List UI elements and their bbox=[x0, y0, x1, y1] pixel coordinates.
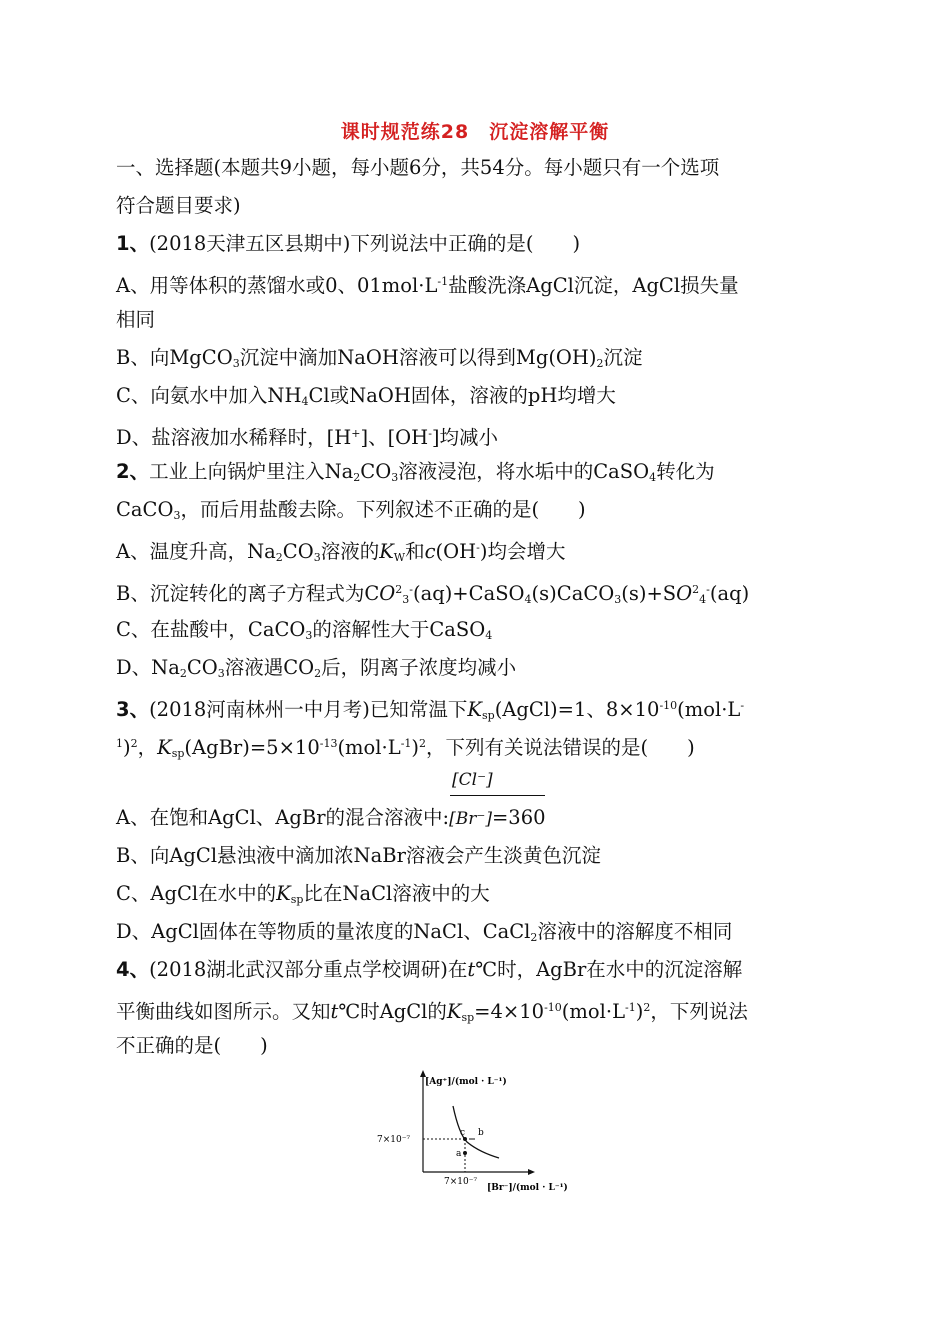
page-title: 课时规范练28 沉淀溶解平衡 bbox=[340, 121, 610, 143]
question-3-option-d: D、AgCl固体在等物质的量浓度的NaCl、CaCl$_2$溶液中的溶解度不相同 bbox=[116, 920, 733, 944]
y-tick-label: 7×10⁻⁷ bbox=[377, 1135, 411, 1145]
question-1-option-d: D、盐溶液加水稀释时，[H+]、[OH-]均减小 bbox=[116, 426, 499, 449]
section-heading-line1: 一、选择题(本题共9小题，每小题6分，共54分。每小题只有一个选项 bbox=[116, 156, 720, 179]
question-4-stem: 4、(2018湖北武汉部分重点学校调研)在t℃时，AgBr在水中的沉淀溶解 bbox=[116, 958, 743, 981]
point-c-label: c bbox=[460, 1128, 466, 1138]
y-axis-label: [Ag⁺]/(mol · L⁻¹) bbox=[425, 1077, 507, 1087]
x-axis-arrow bbox=[528, 1169, 535, 1175]
point-a-marker bbox=[463, 1151, 467, 1155]
question-2-option-c: C、在盐酸中，CaCO$_3$的溶解性大于CaSO$_4$ bbox=[116, 618, 493, 642]
x-axis-label: [Br⁻]/(mol · L⁻¹) bbox=[487, 1183, 568, 1193]
question-2-option-a: A、温度升高，$Na_2CO_3$溶液的$K_W$和c(OH-)均会增大 bbox=[116, 540, 566, 564]
fraction-numerator: [Cl⁻] bbox=[452, 770, 493, 790]
question-3-stem: 3、(2018河南林州一中月考)已知常温下$K_{sp}(AgCl)=1$、$8\times 10^{-10}(mol\cdot L^-$ bbox=[116, 698, 745, 722]
question-3-option-c: C、AgCl在水中的$K_{sp}$比在NaCl溶液中的大 bbox=[116, 882, 490, 906]
point-a-label: a bbox=[456, 1149, 462, 1159]
question-2-option-d: D、$Na_2CO_3$溶液遇$CO_2$后，阴离子浓度均减小 bbox=[116, 656, 517, 680]
fraction-denominator: [Br⁻] bbox=[449, 809, 492, 829]
question-1-option-a-cont: 相同 bbox=[116, 308, 156, 331]
question-2-stem-cont: CaCO$_3$，而后用盐酸去除。下列叙述不正确的是( ) bbox=[116, 498, 586, 522]
question-2-option-b: B、沉淀转化的离子方程式为$CO^2_3^-(aq)+CaSO_4(s)CaCO_3(s)+SO^2_4^-(aq)$ bbox=[116, 582, 750, 606]
question-1-option-a: A、用等体积的蒸馏水或0、$01mol\cdot L^{-1}$盐酸洗涤AgCl沉淀，AgCl损失量 bbox=[116, 274, 739, 297]
question-2-stem: 2、工业上向锅炉里注入$Na_2CO_3$溶液浸泡，将水垢中的CaSO$_4$转化为 bbox=[116, 460, 715, 484]
y-axis-arrow bbox=[420, 1070, 426, 1077]
solubility-curve-figure bbox=[375, 1068, 585, 1198]
question-1-option-b: B、向MgCO$_3$沉淀中滴加NaOH溶液可以得到$Mg(OH)_2$沉淀 bbox=[116, 346, 643, 370]
question-4-stem-cont: 平衡曲线如图所示。又知t℃时AgCl的$K_{sp}=4\times 10^{-10}(mol\cdot L^{-1})^2$，下列说法 bbox=[116, 1000, 748, 1024]
question-3-option-a: A、在饱和AgCl、AgBr的混合溶液中:[Br⁻]=360 bbox=[116, 806, 546, 829]
section-heading-line2: 符合题目要求) bbox=[116, 194, 241, 217]
point-b-label: b bbox=[478, 1128, 484, 1138]
question-3-stem-cont: $^1$)$^2$，$K_{sp}(AgBr)=5\times 10^{-13}(mol\cdot L^{-1})^2$，下列有关说法错误的是( ) bbox=[116, 736, 695, 760]
question-1-option-c: C、向氨水中加入$NH_4Cl$或NaOH固体，溶液的pH均增大 bbox=[116, 384, 616, 408]
question-1-stem: 1、(2018天津五区县期中)下列说法中正确的是( ) bbox=[116, 232, 581, 255]
question-4-stem-cont2: 不正确的是( ) bbox=[116, 1034, 268, 1057]
question-3-option-b: B、向AgCl悬浊液中滴加浓NaBr溶液会产生淡黄色沉淀 bbox=[116, 844, 601, 867]
x-tick-label: 7×10⁻⁷ bbox=[444, 1177, 478, 1187]
fraction-bar bbox=[450, 795, 545, 796]
